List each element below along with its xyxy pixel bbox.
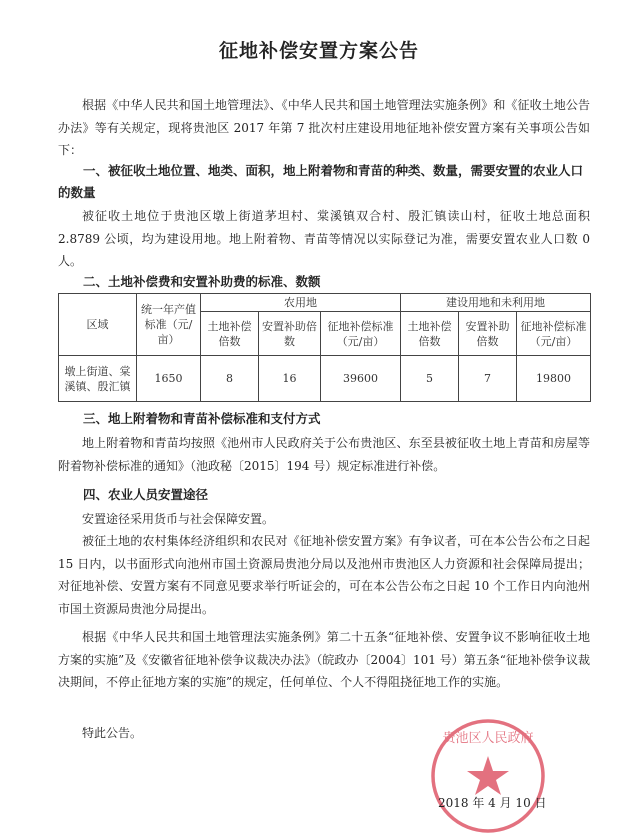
- cell-region: 墩上街道、棠溪镇、殷汇镇: [59, 356, 137, 402]
- seal-text: 贵池区人民政府: [442, 731, 534, 746]
- section4-body: 安置途径采用货币与社会保障安置。: [82, 512, 275, 526]
- cell-farm-land-multiple: 8: [201, 356, 259, 402]
- section4-heading: 四、农业人员安置途径: [83, 487, 209, 502]
- closing-text: 特此公告。: [82, 726, 143, 740]
- intro-paragraph: 根据《中华人民共和国土地管理法》、《中华人民共和国土地管理法实施条例》和《征收土地公告办法》等有关规定，现将贵池区 2017 年第 7 批次村庄建设用地征地补偿安置方案有关事项公告如下：: [58, 98, 590, 157]
- cell-cons-resettle-multiple: 7: [459, 356, 517, 402]
- header-construction-group: 建设用地和未利用地: [401, 294, 591, 312]
- cell-cons-land-multiple: 5: [401, 356, 459, 402]
- header-farm-resettle-multiple: 安置补助倍数: [259, 312, 321, 356]
- header-cons-land-multiple: 土地补偿倍数: [401, 312, 459, 356]
- header-cons-resettle-multiple: 安置补助倍数: [459, 312, 517, 356]
- header-farm-standard: 征地补偿标准（元/亩）: [321, 312, 401, 356]
- section1-body: 被征收土地位于贵池区墩上街道茅坦村、棠溪镇双合村、殷汇镇读山村，征收土地总面积 2.8789 公顷，均为建设用地。地上附着物、青苗等情况以实际登记为准，需要安置农业人口数 0 人。: [58, 209, 590, 268]
- date-text: 2018 年 4 月 10 日: [438, 796, 547, 810]
- section1-heading: 一、被征收土地位置、地类、面积，地上附着物和青苗的种类、数量，需要安置的农业人口的数量: [58, 163, 584, 200]
- table-row: [59, 356, 591, 402]
- cell-annual-output: 1650: [137, 356, 201, 402]
- section3-body: 地上附着物和青苗均按照《池州市人民政府关于公布贵池区、东至县被征收土地上青苗和房屋等附着物补偿标准的通知》（池政秘〔2015〕194 号）规定标准进行补偿。: [58, 436, 590, 473]
- header-farmland-group: 农用地: [201, 294, 401, 312]
- regulation-paragraph: 根据《中华人民共和国土地管理法实施条例》第二十五条“征地补偿、安置争议不影响征收土地方案的实施”及《安徽省征地补偿争议裁决办法》（皖政办〔2004〕101 号）第五条“征地补偿争议裁决期间，不停止征地方案的实施”的规定，任何单位、个人不得阻挠征地工作的实施。: [58, 630, 590, 689]
- header-annual-output: 统一年产值标准（元/亩）: [137, 294, 201, 356]
- compensation-table: [58, 293, 591, 402]
- section3-heading: 三、地上附着物和青苗补偿标准和支付方式: [83, 411, 321, 426]
- cell-farm-resettle-multiple: 16: [259, 356, 321, 402]
- objection-paragraph: 被征土地的农村集体经济组织和农民对《征地补偿安置方案》有争议者，可在本公告公布之日起 15 日内，以书面形式向池州市国土资源局贵池分局以及池州市贵池区人力资源和社会保障局提出；对征地补偿、安置方案有不同意见要求举行听证会的，可在本公告公布之日起 10 个工作日内向池州市国土资源局贵池分局提出。: [58, 534, 590, 616]
- header-farm-land-multiple: 土地补偿倍数: [201, 312, 259, 356]
- official-seal: [428, 716, 548, 836]
- header-cons-standard: 征地补偿标准（元/亩）: [517, 312, 591, 356]
- page-title: 征地补偿安置方案公告: [218, 40, 419, 62]
- cell-cons-standard: 19800: [517, 356, 591, 402]
- section2-heading: 二、土地补偿费和安置补助费的标准、数额: [83, 274, 321, 289]
- header-region: 区域: [59, 294, 137, 356]
- cell-farm-standard: 39600: [321, 356, 401, 402]
